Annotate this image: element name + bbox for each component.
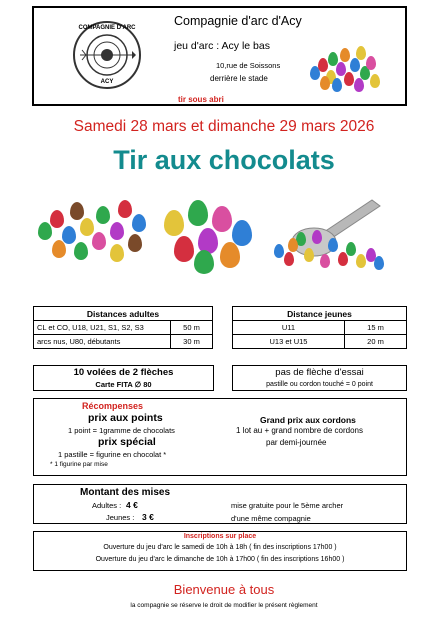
youth-label: Jeunes : xyxy=(106,513,135,522)
welcome-message: Bienvenue à tous xyxy=(173,582,275,597)
adult-distance-1: 50 m xyxy=(171,321,213,335)
adult-category-2: arcs nus, U80, débutants xyxy=(34,335,171,349)
cords-prize-title: Grand prix aux cordons xyxy=(260,415,356,425)
logo-text-bottom: ACY xyxy=(100,79,114,85)
special-prize-title: prix spécial xyxy=(98,436,156,448)
adult-distances-title: Distances adultes xyxy=(34,307,213,321)
trial-box xyxy=(232,365,407,391)
rewards-box xyxy=(33,398,407,476)
youth-category-1: U11 xyxy=(233,321,345,335)
table-row xyxy=(233,335,407,349)
rewards-title: Récompenses xyxy=(82,401,144,411)
adult-category-1: CL et CO, U18, U21, S1, S2, S3 xyxy=(34,321,171,335)
volleys-title: 10 volées de 2 flèches xyxy=(73,367,174,378)
table-row xyxy=(34,335,213,349)
registration-sunday: Ouverture du jeu d'arc le dimanche de 10h à 17h00 ( fin des inscriptions 16h00 ) xyxy=(95,556,345,563)
volleys-box xyxy=(33,365,214,391)
youth-value: 3 € xyxy=(142,512,154,522)
stakes-box xyxy=(33,484,407,524)
adult-distance-2: 30 m xyxy=(171,335,213,349)
event-title: Tir aux chocolats xyxy=(113,145,335,175)
registration-saturday: Ouverture du jeu d'arc le samedi de 10h à 18h ( fin des inscriptions 17h00 ) xyxy=(103,544,337,551)
header-box xyxy=(32,6,407,106)
disclaimer: la compagnie se réserve le droit de modifier le présent règlement xyxy=(130,602,318,609)
stakes-title: Montant des mises xyxy=(80,487,171,498)
cords-prize-text: 1 lot au + grand nombre de cordons xyxy=(236,426,363,435)
club-name: Compagnie d'arc d'Acy xyxy=(174,14,302,28)
adults-label: Adultes : xyxy=(92,501,122,510)
table-row xyxy=(233,321,407,335)
event-date: Samedi 28 mars et dimanche 29 mars 2026 xyxy=(73,118,375,135)
youth-distances-box xyxy=(232,306,407,349)
youth-distances-title: Distance jeunes xyxy=(233,307,407,321)
table-row xyxy=(34,321,213,335)
trial-title: pas de flèche d'essai xyxy=(275,367,364,378)
registration-box xyxy=(33,531,407,571)
egg-photo-2 xyxy=(158,196,258,276)
venue: jeu d'arc : Acy le bas xyxy=(174,40,270,52)
points-prize-title: prix aux points xyxy=(88,412,163,424)
free-stake-note: mise gratuite pour le 5ème archer xyxy=(231,501,344,510)
special-prize-note: * 1 figurine par mise xyxy=(50,461,108,468)
registration-title: Inscriptions sur place xyxy=(183,533,257,540)
special-prize-text: 1 pastille = figurine en chocolat * xyxy=(58,450,167,459)
adult-distances-box xyxy=(33,306,213,349)
adults-value: 4 € xyxy=(126,500,138,510)
egg-photo-3 xyxy=(268,192,388,272)
egg-pile-small xyxy=(310,44,380,92)
volleys-target: Carte FITA ∅ 80 xyxy=(95,380,152,389)
youth-distance-2: 20 m xyxy=(345,335,407,349)
free-stake-note-2: d'une même compagnie xyxy=(231,514,311,523)
youth-distance-1: 15 m xyxy=(345,321,407,335)
address: 10,rue de Soissons xyxy=(216,61,281,70)
logo-text-top: COMPAGNIE D'ARC xyxy=(78,25,136,31)
location-note: derrière le stade xyxy=(210,74,268,83)
points-prize-text: 1 point = 1gramme de chocolats xyxy=(68,426,175,435)
youth-category-2: U13 et U15 xyxy=(233,335,345,349)
trial-note: pastille ou cordon touché = 0 point xyxy=(266,381,373,388)
egg-photo-1 xyxy=(34,196,150,268)
shelter-note: tir sous abri xyxy=(178,95,224,104)
cords-prize-text-2: par demi-journée xyxy=(266,438,327,447)
